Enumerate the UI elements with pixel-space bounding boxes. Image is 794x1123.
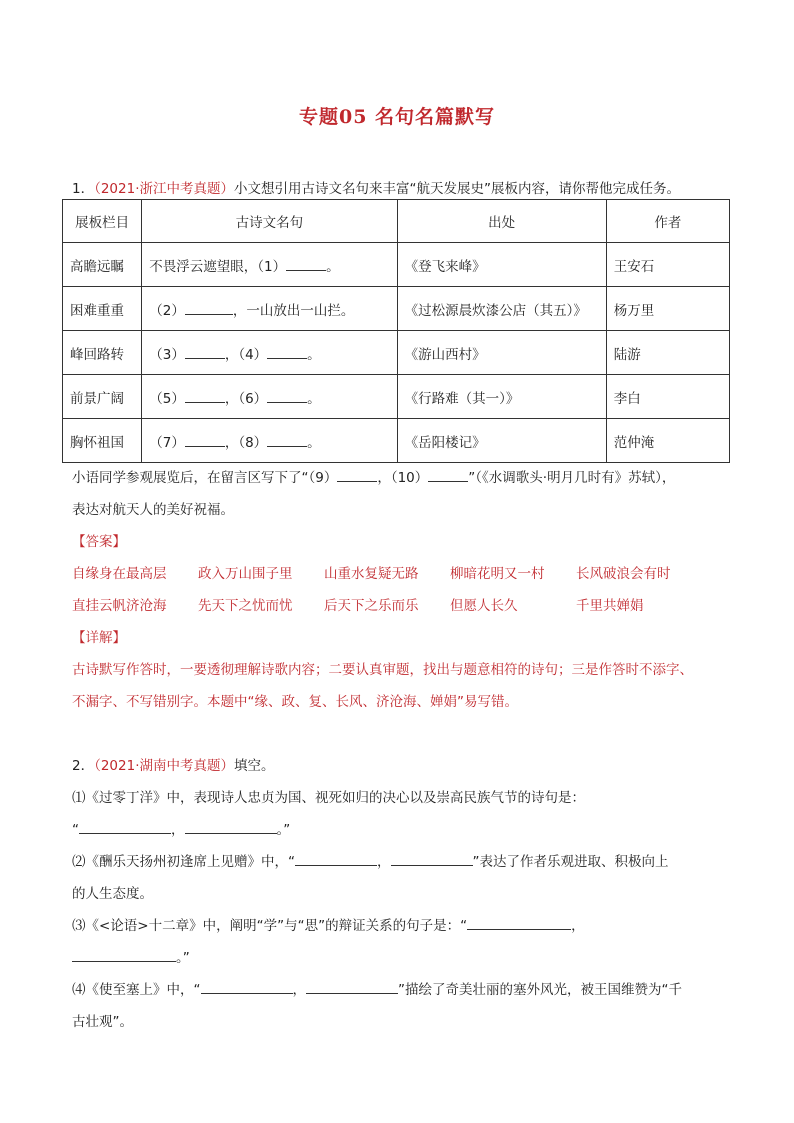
punctuation: ， — [292, 982, 306, 998]
verse-cell — [142, 287, 397, 331]
item-text: ”表达了作者乐观进取、积极向上 — [472, 854, 669, 870]
answer-blank[interactable] — [185, 388, 225, 403]
answer-item: 后天下之乐而乐 — [324, 598, 419, 614]
answer-blank[interactable] — [337, 468, 377, 483]
source-cell: 《过松源晨炊漆公店（其五）》 — [397, 287, 606, 331]
answer-blank[interactable] — [391, 852, 473, 867]
item-text: ⑶《<论语>十二章》中，阐明“学”与“思”的辩证关系的句子是：“ — [72, 918, 468, 934]
table-row — [63, 287, 730, 331]
answer-item: 柳暗花明又一村 — [450, 566, 545, 582]
punctuation: ， — [171, 822, 185, 838]
q2-item-1-blanks — [72, 818, 290, 838]
q2-item-3 — [72, 914, 585, 934]
q2-item-4-cont: 古壮观”。 — [72, 1014, 133, 1030]
verse-text: ，（4） — [224, 346, 268, 363]
answer-item: 但愿人长久 — [450, 598, 518, 614]
item-text: ⑷《使至塞上》中，“ — [72, 982, 201, 998]
verse-text: ，（8） — [224, 434, 268, 451]
answer-blank[interactable] — [79, 820, 171, 835]
question-number: 2． — [72, 758, 95, 774]
question-number: 1． — [72, 181, 95, 197]
verse-text: ，一山放出一山拦。 — [232, 302, 355, 319]
detail-label: 【详解】 — [72, 630, 126, 646]
answer-row — [72, 562, 671, 582]
source-cell: 《游山西村》 — [397, 331, 606, 375]
column-topic: 高瞻远瞩 — [63, 243, 142, 287]
detail-text: 古诗默写作答时，一要透彻理解诗歌内容；二要认真审题，找出与题意相符的诗句；三是作答时不添字、 — [72, 662, 693, 678]
item-text: ⑵《酬乐天扬州初逢席上见赠》中，“ — [72, 854, 295, 870]
question-2-prompt — [72, 754, 275, 774]
source-cell: 《登飞来峰》 — [397, 243, 606, 287]
page-title: 专题05 名句名篇默写 — [298, 106, 496, 128]
q2-item-2 — [72, 850, 669, 870]
question-source: （2021·湖南中考真题） — [94, 758, 234, 774]
exhibit-board-table — [62, 199, 730, 463]
punctuation: ， — [571, 918, 585, 934]
q2-item-4 — [72, 978, 682, 998]
answer-blank[interactable] — [185, 820, 277, 835]
author-cell: 杨万里 — [606, 287, 729, 331]
table-row — [63, 375, 730, 419]
table-header-row — [63, 200, 730, 243]
verse-text: （2） — [149, 302, 185, 319]
table-header: 展板栏目 — [63, 200, 142, 243]
verse-text: 。 — [307, 434, 321, 451]
detail-text: 不漏字、不写错别字。本题中“缘、政、复、长风、济沧海、婵娟”易写错。 — [72, 694, 518, 710]
table-header: 古诗文名句 — [142, 200, 397, 243]
answer-item: 长风破浪会有时 — [576, 566, 671, 582]
answer-row — [72, 594, 644, 614]
quote-mark: 。” — [176, 950, 190, 966]
verse-cell — [142, 243, 397, 287]
answer-blank[interactable] — [467, 916, 571, 931]
message-text: ”（《水调歌头·明月几时有》苏轼）， — [468, 470, 676, 486]
verse-text: 。 — [326, 258, 340, 275]
answer-item: 政入万山围子里 — [198, 566, 293, 582]
verse-text: 。 — [307, 346, 321, 363]
answer-blank[interactable] — [267, 344, 307, 359]
question-text: 小文想引用古诗文名句来丰富“航天发展史”展板内容，请你帮他完成任务。 — [234, 181, 680, 197]
author-cell: 陆游 — [606, 331, 729, 375]
source-cell: 《行路难（其一）》 — [397, 375, 606, 419]
verse-text: 不畏浮云遮望眼，（1） — [149, 258, 287, 275]
table-row — [63, 331, 730, 375]
message-text: 小语同学参观展览后，在留言区写下了“（9） — [72, 470, 338, 486]
column-topic: 前景广阔 — [63, 375, 142, 419]
answer-item: 直挂云帆济沧海 — [72, 598, 167, 614]
item-text: ”描绘了奇美壮丽的塞外风光，被王国维赞为“千 — [398, 982, 682, 998]
answer-item: 千里共婵娟 — [576, 598, 644, 614]
message-line — [72, 466, 675, 486]
message-line: 表达对航天人的美好祝福。 — [72, 502, 234, 518]
verse-cell — [142, 419, 397, 463]
quote-mark: 。” — [276, 822, 291, 838]
punctuation: ， — [377, 854, 391, 870]
answer-blank[interactable] — [201, 980, 293, 995]
answer-blank[interactable] — [185, 344, 225, 359]
answer-blank[interactable] — [185, 300, 233, 315]
answer-blank[interactable] — [72, 948, 176, 963]
answer-blank[interactable] — [185, 432, 225, 447]
verse-text: 。 — [307, 390, 321, 407]
answer-blank[interactable] — [267, 388, 307, 403]
answer-blank[interactable] — [295, 852, 377, 867]
answer-blank[interactable] — [286, 256, 326, 271]
answer-item: 自缘身在最高层 — [72, 566, 167, 582]
verse-cell — [142, 375, 397, 419]
question-text: 填空。 — [234, 758, 275, 774]
q2-item-1: ⑴《过零丁洋》中，表现诗人忠贞为国、视死如归的决心以及崇高民族气节的诗句是： — [72, 790, 585, 806]
table-row — [63, 243, 730, 287]
source-cell: 《岳阳楼记》 — [397, 419, 606, 463]
table-header: 出处 — [397, 200, 606, 243]
quote-mark: “ — [72, 822, 79, 838]
verse-text: （7） — [149, 434, 185, 451]
author-cell: 王安石 — [606, 243, 729, 287]
verse-text: （5） — [149, 390, 185, 407]
table-row — [63, 419, 730, 463]
column-topic: 胸怀祖国 — [63, 419, 142, 463]
verse-text: （3） — [149, 346, 185, 363]
answer-item: 山重水复疑无路 — [324, 566, 419, 582]
column-topic: 困难重重 — [63, 287, 142, 331]
verse-cell — [142, 331, 397, 375]
answer-label: 【答案】 — [72, 534, 126, 550]
author-cell: 李白 — [606, 375, 729, 419]
answer-blank[interactable] — [306, 980, 398, 995]
column-topic: 峰回路转 — [63, 331, 142, 375]
question-source: （2021·浙江中考真题） — [94, 181, 234, 197]
verse-text: ，（6） — [224, 390, 268, 407]
q2-item-2-cont: 的人生态度。 — [72, 886, 153, 902]
answer-item: 先天下之忧而忧 — [198, 598, 293, 614]
answer-blank[interactable] — [428, 468, 468, 483]
author-cell: 范仲淹 — [606, 419, 729, 463]
q2-item-3-cont — [72, 946, 190, 966]
question-1-prompt — [72, 177, 680, 197]
answer-blank[interactable] — [267, 432, 307, 447]
message-text: ，（10） — [377, 470, 429, 486]
table-header: 作者 — [606, 200, 729, 243]
